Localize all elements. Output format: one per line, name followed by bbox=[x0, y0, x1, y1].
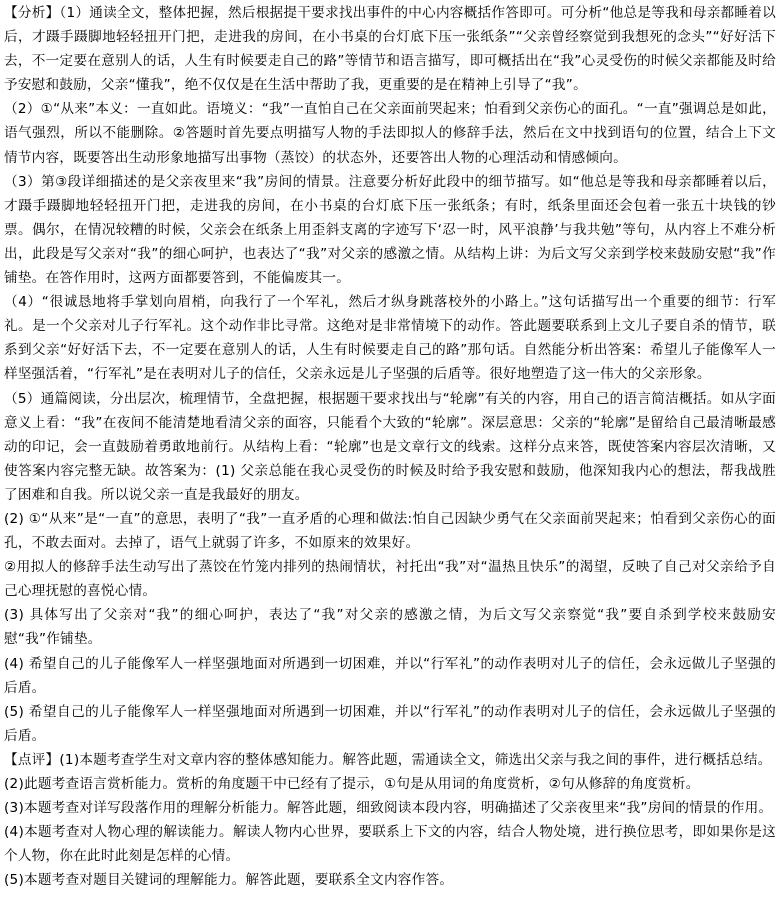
answer-2-2-paragraph: ②用拟人的修辞手法生动写出了蒸饺在竹笼内排列的热闹情状，衬托出“我”对“温热且快乐”的渴望，反映了自己对父亲给予自己心理抚慰的喜悦心情。 bbox=[4, 559, 776, 600]
analysis-q4-paragraph: （4）“很诚恳地将手掌划向眉梢，向我行了一个军礼，然后才纵身跳落校外的小路上。”这句话描写出一个重要的细节：行军礼。是一个父亲对儿子行军礼。这个动作非比寻常。这绝对是非常情境下的动作。答此题要联系到上文儿子要自杀的情节，联系到父亲“好好活下去，不一定要在意别人的话，人生有时候要走自己的路”那句话。自然能分析出答案：希望儿子能像军人一样坚强活着，“行军礼”是在表明对儿子的信任，父亲永远是儿子坚强的后盾等。很好地塑造了这一伟大的父亲形象。 bbox=[4, 294, 776, 383]
comment-1-paragraph: 【点评】(1)本题考查学生对文章内容的整体感知能力。解答此题，需通读全文，筛选出父亲与我之间的事件，进行概括总结。 bbox=[4, 751, 772, 768]
analysis-q2-paragraph: （2）①“从来”本义：一直如此。语境义：“我”一直怕自己在父亲面前哭起来；怕看到父亲伤心的面孔。“一直”强调总是如此，语气强烈，所以不能删除。②答题时首先要点明描写人物的手法即拟人的修辞手法，然后在文中找到语句的位置，结合上下文情节内容，既要答出生动形象地描写出事物（蒸饺）的状态外，还要答出人物的心理活动和情感倾向。 bbox=[4, 101, 776, 166]
answer-2-1-paragraph: (2) ①“从来”是“一直”的意思，表明了“我”一直矛盾的心理和做法:怕自己因缺少勇气在父亲面前哭起来；怕看到父亲伤心的面孔，不敢去面对。去掉了，语气上就弱了许多，不如原来的效果好。 bbox=[4, 510, 776, 552]
answer-5-paragraph: (5) 希望自己的儿子能像军人一样坚强地面对所遇到一切困难，并以“行军礼”的动作表明对儿子的信任，会永远做儿子坚强的后盾。 bbox=[4, 703, 776, 744]
answer-4-paragraph: (4) 希望自己的儿子能像军人一样坚强地面对所遇到一切困难，并以“行军礼”的动作表明对儿子的信任，会永远做儿子坚强的后盾。 bbox=[4, 655, 776, 696]
comment-3-paragraph: (3)本题考查对详写段落作用的理解分析能力。解答此题，细致阅读本段内容，明确描述了父亲夜里来“我”房间的情景的作用。 bbox=[4, 800, 773, 817]
analysis-q3-paragraph: （3）第③段详细描述的是父亲夜里来“我”房间的情景。注意要分析好此段中的细节描写。如“他总是等我和母亲都睡着以后，才蹑手蹑脚地轻轻扭开门把，走进我的房间，在小书桌的台灯底下压一张纸条；有时，纸条里面还会包着一张五十块钱的钞票。偶尔，在情况较糟的时候，父亲会在纸条上用歪斜支离的字迹写下‘忍一时，风平浪静’与我共勉”等句，从内容上不难分析出，此段是写父亲对“我”的细心呵护，也表达了“我”对父亲的感激之情。从结构上讲：为后文写父亲到学校来鼓励安慰“我”作铺垫。在答作用时，这两方面都要答到，不能偏废其一。 bbox=[4, 173, 776, 287]
answer-3-paragraph: (3) 具体写出了父亲对“我”的细心呵护，表达了“我”对父亲的感激之情，为后文写父亲察觉“我”要自杀到学校来鼓励安慰“我”作铺垫。 bbox=[4, 607, 776, 648]
analysis-q5-answer-paragraph: （5）通篇阅读，分出层次，梳理情节，全盘把握，根据题干要求找出与“轮廓”有关的内容，用自己的语言简洁概括。如从字面意义上看：“我”在夜间不能清楚地看清父亲的面容，只能看个大致的“轮廓”。深层意思：父亲的“轮廓”是留给自己最清晰最感动的印记，会一直鼓励着勇敢地前行。从结构上看：“轮廓”也是文章行文的线索。这样分点来答，既使答案内容层次清晰，又使答案内容完整无缺。故答案为：(1) 父亲总能在我心灵受伤的时候及时给予我安慰和鼓励，他深知我内心的想法，帮我战胜了困难和自我。所以说父亲一直是我最好的朋友。 bbox=[4, 390, 776, 503]
comment-2-paragraph: (2)此题考查语言赏析能力。赏析的角度题干中已经有了提示，①句是从用词的角度赏析，②句从修辞的角度赏析。 bbox=[4, 776, 700, 792]
comment-5-paragraph: (5)本题考查对题目关键词的理解能力。解答此题，要联系全文内容作答。 bbox=[4, 872, 454, 889]
analysis-intro-paragraph: 【分析】（1）通读全文，整体把握，然后根据提干要求找出事件的中心内容概括作答即可。可分析“他总是等我和母亲都睡着以后，才蹑手蹑脚地轻轻扭开门把，走进我的房间，在小书桌的台灯底下压一张纸条”“父亲曾经察觉到我想死的念头”“好好活下去，不一定要在意别人的话，人生有时候要走自己的路”等情节和语言描写，即可概括出在“我”心灵受伤的时候父亲都能及时给予安慰和鼓励，父亲“懂我”，绝不仅仅是在生活中帮助了我，更重要的是在精神上引导了“我”。 bbox=[4, 5, 776, 94]
comment-4-paragraph: (4)本题考查对人物心理的解读能力。解读人物内心世界，要联系上下文的内容，结合人物处境，进行换位思考，即如果你是这个人物，你在此时此刻是怎样的心情。 bbox=[4, 824, 776, 865]
